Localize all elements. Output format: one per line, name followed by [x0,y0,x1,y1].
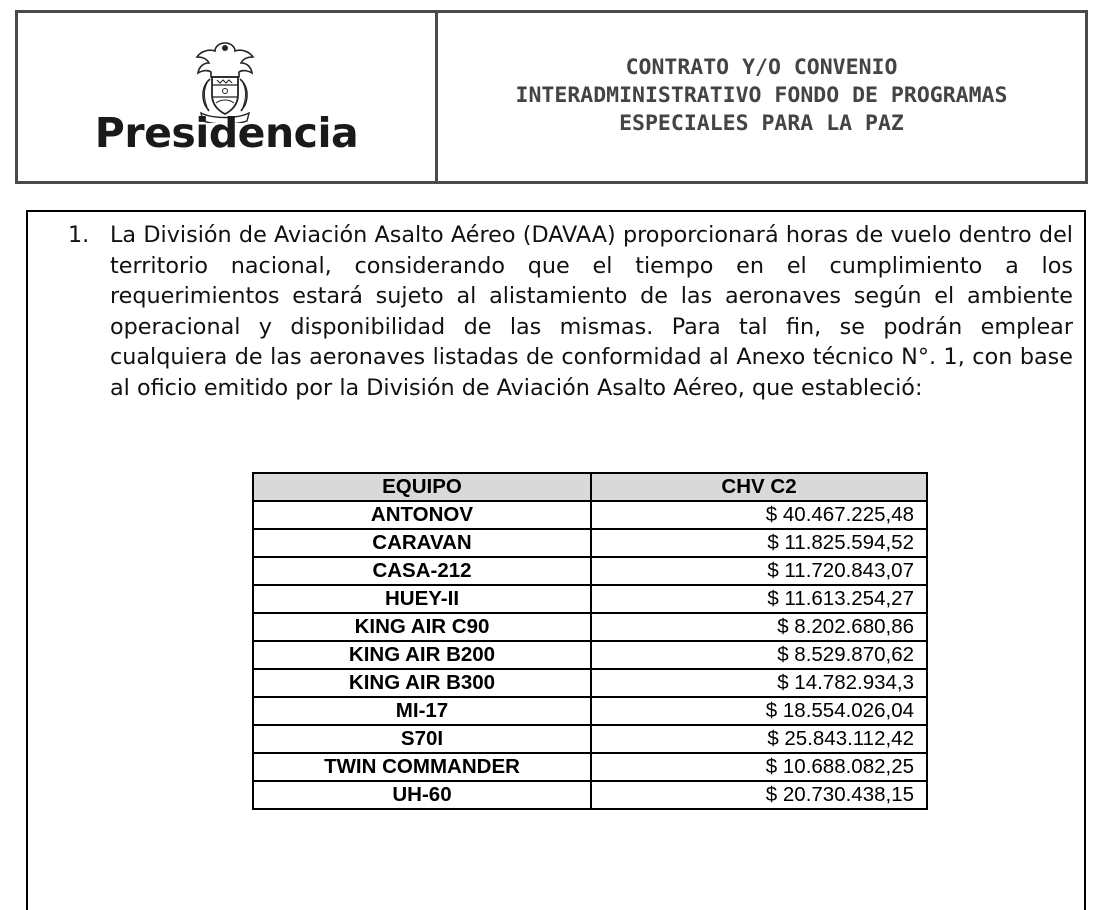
document-title [516,54,1008,138]
equipo-cell: KING AIR B200 [253,641,591,669]
chv-value-cell: $ 14.782.934,3 [591,669,927,697]
equipo-cell: TWIN COMMANDER [253,753,591,781]
paragraph-text: La División de Aviación Asalto Aéreo (DAVAA) proporcionará horas de vuelo dentro del territorio nacional, considerando que el tiempo en el cumplimiento a los requerimientos estará sujeto al alistamiento de las aeronaves según el ambiente operacional y disponibilidad de las mismas. Para tal fin, se podrán emplear cualquiera de las aeronaves listadas de conformidad al Anexo técnico N°. 1, con base al oficio emitido por la División de Aviación Asalto Aéreo, que estableció: [110,222,1073,401]
header-title-cell [438,13,1085,181]
equipo-cell: CARAVAN [253,529,591,557]
table-row [253,501,927,529]
equipo-cell: MI-17 [253,697,591,725]
chv-value-cell: $ 10.688.082,25 [591,753,927,781]
equipo-cell: ANTONOV [253,501,591,529]
column-header-chv: CHV C2 [591,473,927,501]
header-logo-cell [18,13,438,181]
table-row [253,613,927,641]
paragraph-number: 1. [68,222,90,248]
equipo-cell: KING AIR C90 [253,613,591,641]
table-row [253,781,927,809]
table-row [253,753,927,781]
title-line: INTERADMINISTRATIVO FONDO DE PROGRAMAS [515,83,1008,108]
chv-value-cell: $ 25.843.112,42 [591,725,927,753]
organization-name: Presidencia [94,109,359,157]
chv-value-cell: $ 18.554.026,04 [591,697,927,725]
chv-value-cell: $ 8.529.870,62 [591,641,927,669]
title-line: CONTRATO Y/O CONVENIO [625,55,898,80]
chv-value-cell: $ 11.720.843,07 [591,557,927,585]
table-body [253,501,927,809]
table-row [253,697,927,725]
chv-value-cell: $ 40.467.225,48 [591,501,927,529]
table-row [253,585,927,613]
chv-value-cell: $ 11.825.594,52 [591,529,927,557]
equipo-cell: CASA-212 [253,557,591,585]
chv-value-cell: $ 8.202.680,86 [591,613,927,641]
chv-value-cell: $ 11.613.254,27 [591,585,927,613]
table-row [253,641,927,669]
table-header-row [253,473,927,501]
equipo-cell: HUEY-II [253,585,591,613]
equipo-cell: KING AIR B300 [253,669,591,697]
title-line: ESPECIALES PARA LA PAZ [619,111,904,136]
table-row [253,669,927,697]
aircraft-rates-table [252,472,928,810]
document-header [15,10,1088,184]
equipo-cell: S70I [253,725,591,753]
numbered-paragraph [68,220,1073,403]
column-header-equipo: EQUIPO [253,473,591,501]
chv-value-cell: $ 20.730.438,15 [591,781,927,809]
equipo-cell: UH-60 [253,781,591,809]
table-row [253,529,927,557]
table-row [253,557,927,585]
table-row [253,725,927,753]
